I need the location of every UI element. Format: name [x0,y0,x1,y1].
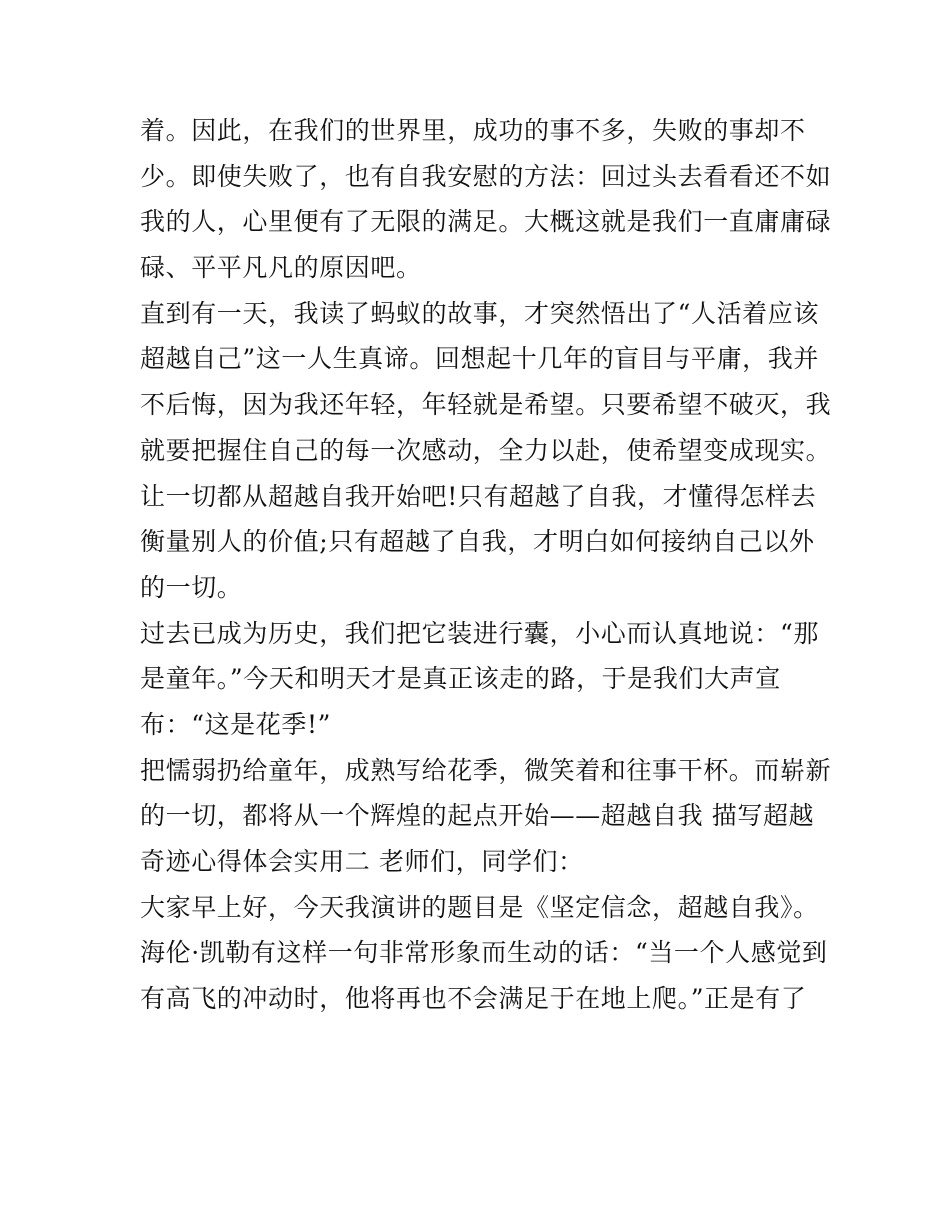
text-line: 不后悔，因为我还年轻，年轻就是希望。只要希望不破灭，我 [140,390,832,420]
text-line: 海伦·凯勒有这样一句非常形象而生动的话：“当一个人感觉到 [140,938,828,968]
text-line: 碌、平平凡凡的原因吧。 [140,253,422,283]
text-line: 我的人，心里便有了无限的满足。大概这就是我们一直庸庸碌 [140,207,832,237]
text-line: 让一切都从超越自我开始吧!只有超越了自我，才懂得怎样去 [140,481,817,511]
text-line: 把懦弱扔给童年，成熟写给花季，微笑着和往事干杯。而崭新 [140,755,832,785]
text-line: 布：“这是花季!” [140,709,332,739]
text-line: 过去已成为历史，我们把它装进行囊，小心而认真地说：“那 [140,618,819,648]
text-line: 超越自己”这一人生真谛。回想起十几年的盲目与平庸，我并 [140,344,819,374]
text-line: 奇迹心得体会实用二 老师们，同学们： [140,847,584,876]
text-line: 着。因此，在我们的世界里，成功的事不多，失败的事却不 [140,116,806,145]
text-line: 直到有一天，我读了蚂蚁的故事，才突然悟出了“人活着应该 [140,298,819,328]
document-body [140,108,840,1022]
text-line: 衡量别人的价值;只有超越了自我，才明白如何接纳自己以外 [140,527,815,557]
text-line: 少。即使失败了，也有自我安慰的方法：回过头去看看还不如 [140,161,832,191]
text-line: 是童年。”今天和明天才是真正该走的路，于是我们大声宣 [140,664,781,694]
text-line: 的一切，都将从一个辉煌的起点开始——超越自我 描写超越 [140,801,815,831]
text-line: 有高飞的冲动时，他将再也不会满足于在地上爬。”正是有了 [140,984,807,1014]
text-line: 大家早上好，今天我演讲的题目是《坚定信念，超越自我》。 [140,892,819,922]
text-line: 就要把握住自己的每一次感动，全力以赴，使希望变成现实。 [140,435,832,465]
text-line: 的一切。 [140,572,243,602]
